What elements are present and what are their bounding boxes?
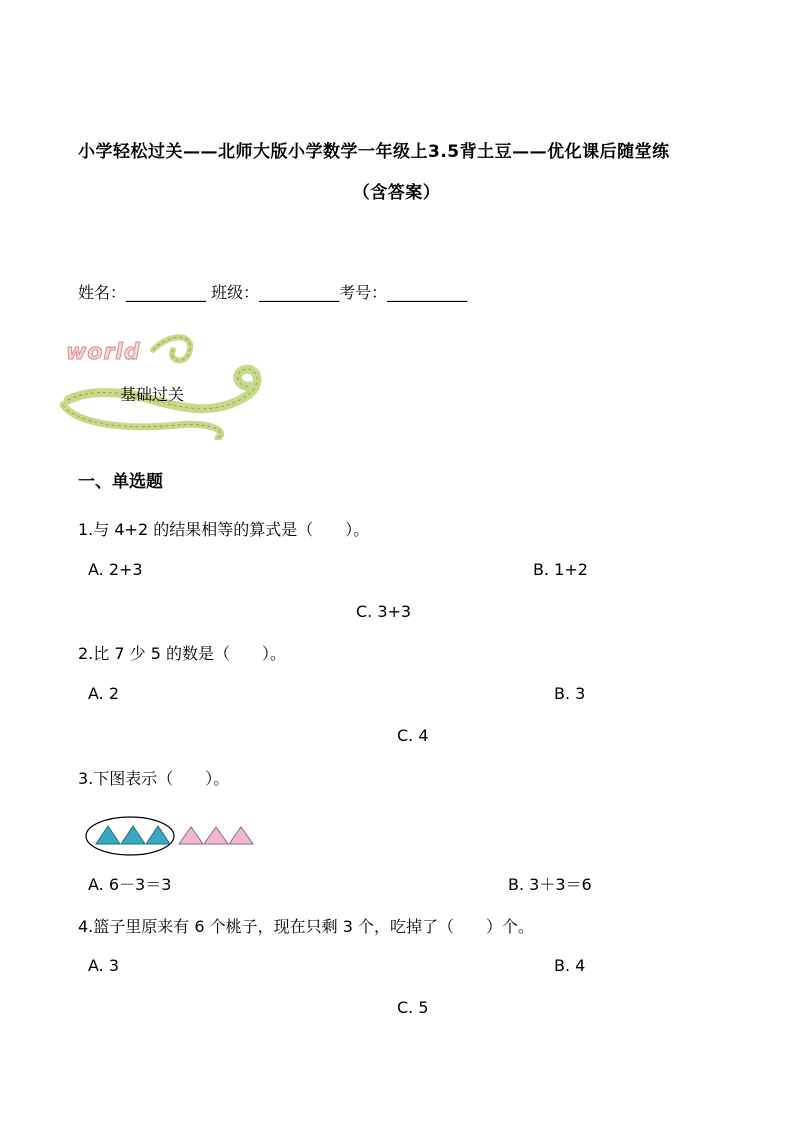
page-subtitle: （含答案） [352,183,441,203]
question-4-option-c[interactable]: C. 5 [397,998,429,1017]
blue-triangle-icon [121,826,145,844]
blue-triangle-icon [96,826,120,844]
question-1-option-b[interactable]: B. 1+2 [533,560,588,579]
section-banner [58,330,268,440]
banner-logo-text: world [66,340,141,365]
question-3-stem: 3.下图表示（ ）。 [78,769,230,788]
question-1-stem: 1.与 4+2 的结果相等的算式是（ ）。 [78,520,370,539]
question-2-option-b[interactable]: B. 3 [554,684,586,703]
section-title: 一、单选题 [78,472,163,492]
question-1-option-a[interactable]: A. 2+3 [88,560,143,579]
page-title: 小学轻松过关——北师大版小学数学一年级上3.5背土豆——优化课后随堂练 [78,142,670,162]
question-2-option-a[interactable]: A. 2 [88,684,120,703]
banner-label: 基础过关 [120,385,185,404]
question-2-option-c[interactable]: C. 4 [397,726,429,745]
question-1-option-c[interactable]: C. 3+3 [356,602,412,621]
question-4-option-a[interactable]: A. 3 [88,956,120,975]
pink-triangle-icon [204,827,228,844]
triangles-figure [84,814,254,858]
question-4-option-b[interactable]: B. 4 [554,956,586,975]
question-3-option-b[interactable]: B. 3＋3＝6 [508,875,592,894]
pink-triangle-icon [229,827,253,844]
question-2-stem: 2.比 7 少 5 的数是（ ）。 [78,644,286,663]
pink-triangle-icon [179,827,203,844]
student-info-line: 姓名：__________ 班级：__________考号：__________ [78,283,468,302]
question-3-option-a[interactable]: A. 6－3＝3 [88,875,172,894]
question-4-stem: 4.篮子里原来有 6 个桃子，现在只剩 3 个，吃掉了（ ）个。 [78,917,534,936]
blue-triangle-icon [146,826,170,844]
